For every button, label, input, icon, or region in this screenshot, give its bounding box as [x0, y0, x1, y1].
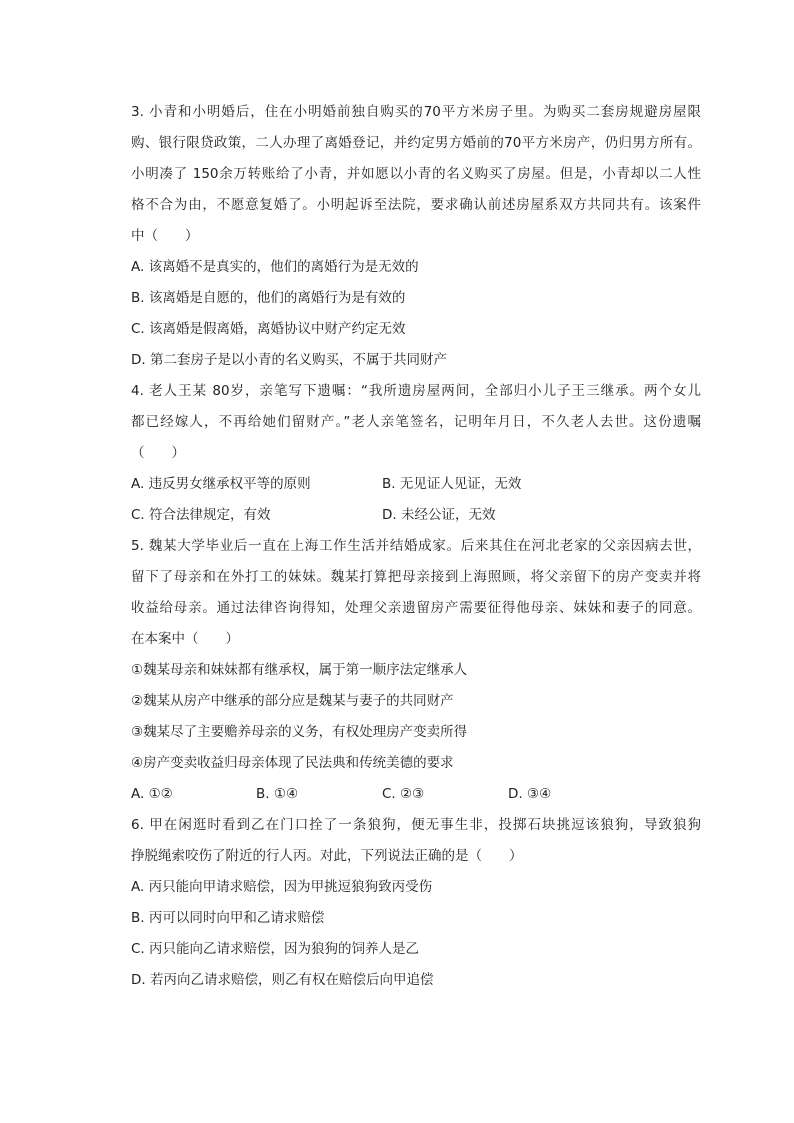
question-5-stem-line-1: 5. 魏某大学毕业后一直在上海工作生活并结婚成家。后来其住在河北老家的父亲因病去世，: [131, 538, 701, 554]
question-4-option-b: B. 无见证人见证，无效: [382, 476, 522, 492]
question-3-option-c: C. 该离婚是假离婚，离婚协议中财产约定无效: [131, 321, 406, 337]
question-3-option-b: B. 该离婚是自愿的，他们的离婚行为是有效的: [131, 290, 406, 306]
question-3-option-d: D. 第二套房子是以小青的名义购买，不属于共同财产: [131, 352, 447, 368]
question-3-stem-line-4: 格不合为由，不愿意复婚了。小明起诉至法院，要求确认前述房屋系双方共同共有。该案件: [131, 197, 701, 213]
question-4-options-row-2: [131, 500, 701, 531]
question-6: [131, 810, 701, 996]
question-5-statement-2: ②魏某从房产中继承的部分应是魏某与妻子的共同财产: [131, 693, 454, 709]
question-5: [131, 531, 701, 810]
question-3-option-a: A. 该离婚不是真实的，他们的离婚行为是无效的: [131, 259, 419, 275]
question-6-option-a: A. 丙只能向甲请求赔偿，因为甲挑逗狼狗致丙受伤: [131, 879, 433, 895]
question-3-stem-line-1: 3. 小青和小明婚后，住在小明婚前独自购买的70平方米房子里。为购买二套房规避房屋限: [131, 104, 701, 120]
question-5-option-c: C. ②③: [382, 786, 425, 802]
question-5-stem-line-4: 在本案中（ ）: [131, 631, 239, 647]
question-5-statement-4: ④房产变卖收益归母亲体现了民法典和传统美德的要求: [131, 755, 454, 771]
question-list: [131, 97, 701, 996]
question-6-option-d: D. 若丙向乙请求赔偿，则乙有权在赔偿后向甲追偿: [131, 972, 434, 988]
question-5-statement-1: ①魏某母亲和妹妹都有继承权，属于第一顺序法定继承人: [131, 662, 468, 678]
question-4: [131, 376, 701, 531]
question-5-option-d: D. ③④: [508, 786, 552, 802]
question-3-stem-line-3: 小明凑了 150余万转账给了小青，并如愿以小青的名义购买了房屋。但是，小青却以二人性: [131, 166, 701, 182]
question-5-option-b: B. ①④: [256, 786, 299, 802]
question-5-statement-3: ③魏某尽了主要赡养母亲的义务，有权处理房产变卖所得: [131, 724, 468, 740]
question-4-option-c: C. 符合法律规定，有效: [131, 507, 271, 523]
question-6-option-c: C. 丙只能向乙请求赔偿，因为狼狗的饲养人是乙: [131, 941, 420, 957]
question-3-stem-line-5: 中（ ）: [131, 228, 199, 244]
question-5-stem-line-3: 收益给母亲。通过法律咨询得知，处理父亲遗留房产需要征得他母亲、妹妹和妻子的同意。: [131, 600, 701, 616]
question-4-option-a: A. 违反男女继承权平等的原则: [131, 476, 311, 492]
question-4-options-row-1: [131, 469, 701, 500]
question-6-stem-line-2: 挣脱绳索咬伤了附近的行人丙。对此，下列说法正确的是（ ）: [131, 848, 523, 864]
question-6-stem-line-1: 6. 甲在闲逛时看到乙在门口拴了一条狼狗，便无事生非，投掷石块挑逗该狼狗，导致狼狗: [131, 817, 701, 833]
question-3-stem-line-2: 购、银行限贷政策，二人办理了离婚登记，并约定男方婚前的70平方米房产，仍归男方所有。: [131, 135, 701, 151]
question-5-stem-line-2: 留下了母亲和在外打工的妹妹。魏某打算把母亲接到上海照顾，将父亲留下的房产变卖并将: [131, 569, 701, 585]
question-5-options-row: [131, 779, 701, 810]
question-4-stem-line-3: （ ）: [131, 445, 185, 461]
question-6-option-b: B. 丙可以同时向甲和乙请求赔偿: [131, 910, 325, 926]
question-4-option-d: D. 未经公证，无效: [382, 507, 496, 523]
question-3: [131, 97, 701, 376]
question-4-stem-line-1: 4. 老人王某 80岁，亲笔写下遗嘱：“我所遗房屋两间，全部归小儿子王三继承。两个女儿: [131, 383, 701, 399]
question-4-stem-line-2: 都已经嫁人，不再给她们留财产。”老人亲笔签名，记明年月日，不久老人去世。这份遗嘱: [131, 414, 701, 430]
question-5-option-a: A. ①②: [131, 786, 173, 802]
